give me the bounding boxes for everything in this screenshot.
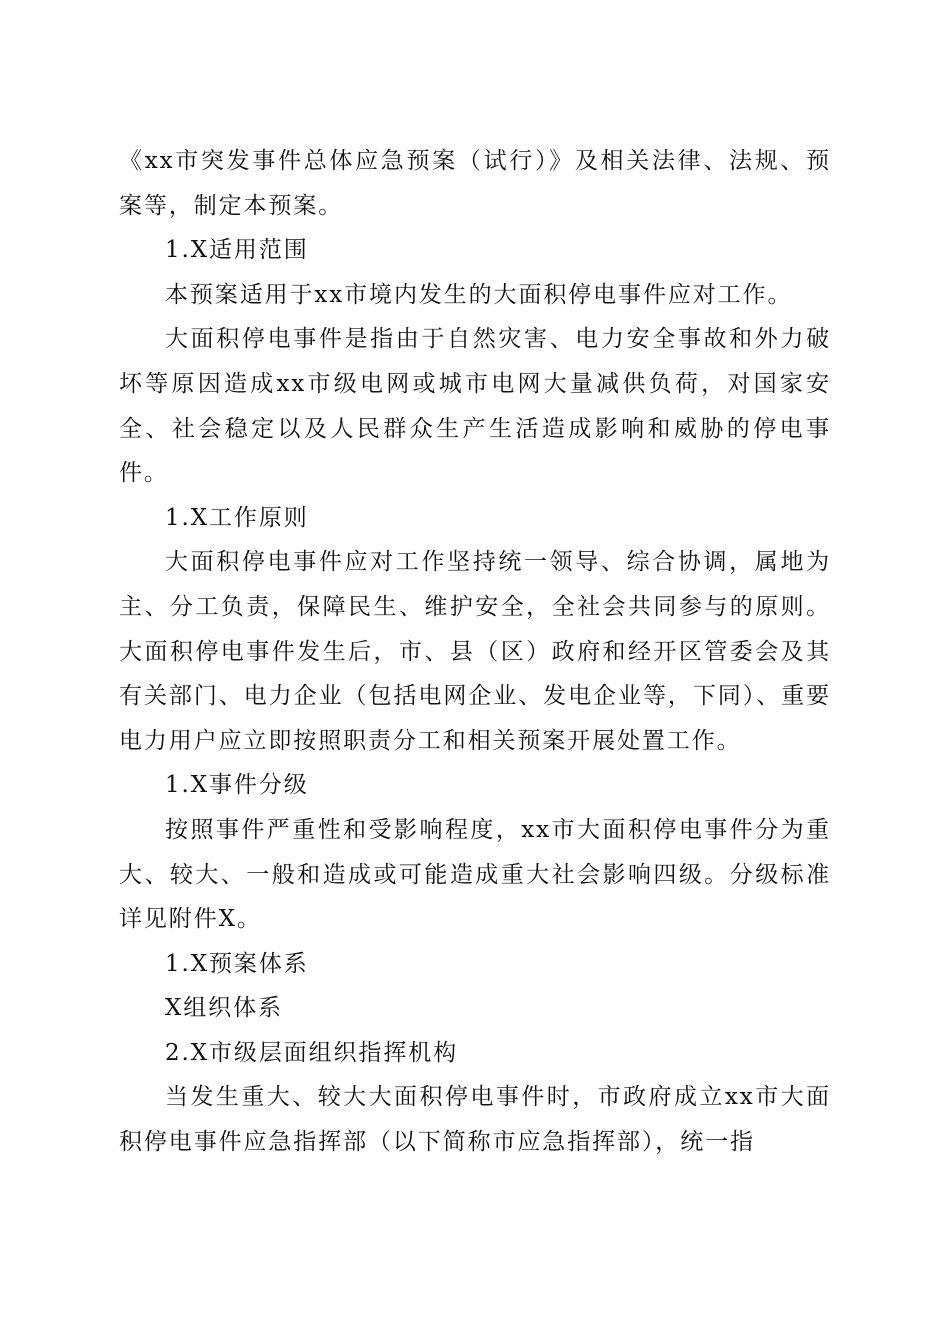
paragraph-principles: 大面积停电事件应对工作坚持统一领导、综合协调，属地为主、分工负责，保障民生、维护安全，全社会共同参与的原则。大面积停电事件发生后，市、县（区）政府和经开区管委会及其有关部门、电力企业（包括电网企业、发电企业等，下同）、重要电力用户应立即按照职责分工和相关预案开展处置工作。 [119, 549, 831, 754]
section-heading-command: 2.X市级层面组织指挥机构 [165, 1039, 459, 1066]
section-heading-principles: 1.X工作原则 [165, 504, 309, 531]
paragraph-scope: 本预案适用于xx市境内发生的大面积停电事件应对工作。 [165, 281, 793, 308]
section-heading-classification: 1.X事件分级 [165, 772, 309, 799]
section-heading-organization: X组织体系 [165, 995, 283, 1022]
paragraph-definition: 大面积停电事件是指由于自然灾害、电力安全事故和外力破坏等原因造成xx市级电网或城市电网大量减供负荷，对国家安全、社会稳定以及人民群众生产生活造成影响和威胁的停电事件。 [119, 326, 831, 487]
paragraph-command: 当发生重大、较大大面积停电事件时，市政府成立xx市大面积停电事件应急指挥部（以下简称市应急指挥部），统一指 [119, 1084, 831, 1156]
section-heading-scope: 1.X适用范围 [165, 237, 309, 264]
paragraph-classification: 按照事件严重性和受影响程度，xx市大面积停电事件分为重大、较大、一般和造成或可能造成重大社会影响四级。分级标准详见附件X。 [119, 816, 831, 933]
paragraph-continuation: 《xx市突发事件总体应急预案（试行）》及相关法律、法规、预案等，制定本预案。 [119, 148, 831, 219]
document-body [119, 139, 831, 1165]
section-heading-plan-system: 1.X预案体系 [165, 950, 309, 977]
